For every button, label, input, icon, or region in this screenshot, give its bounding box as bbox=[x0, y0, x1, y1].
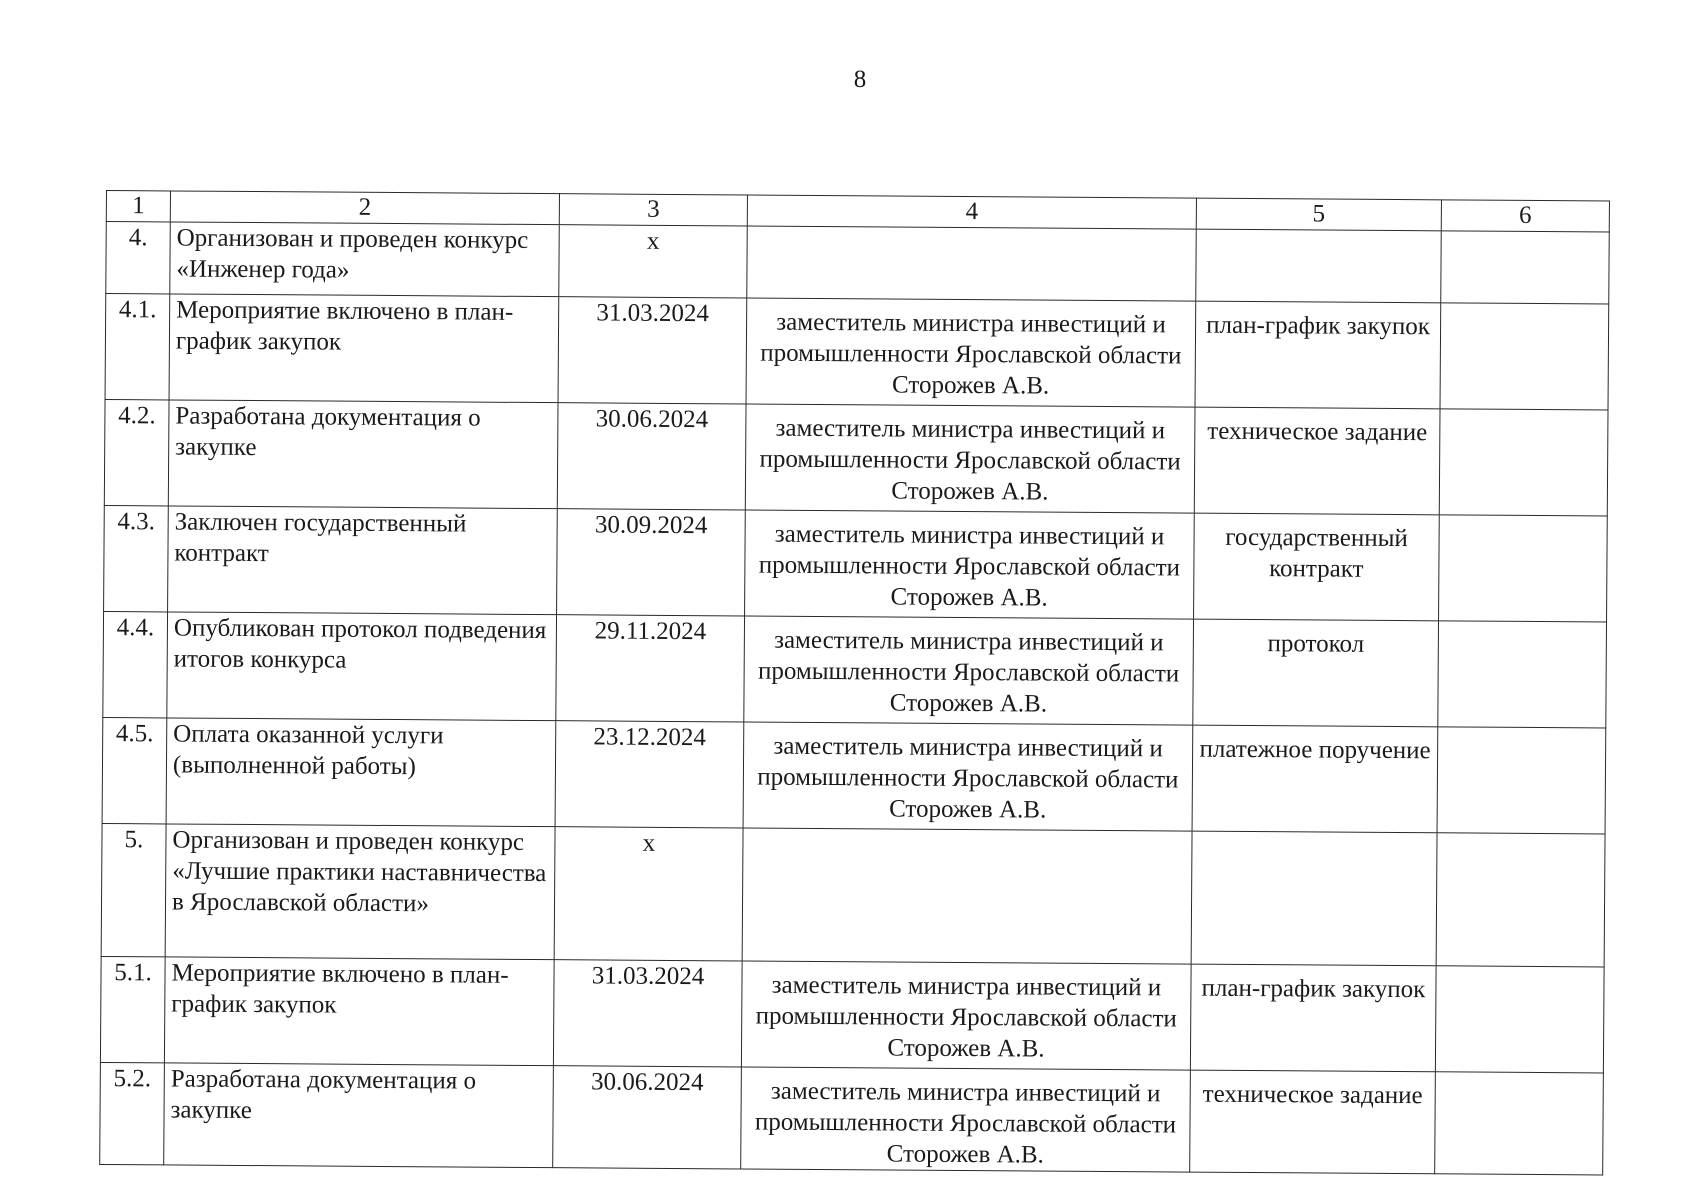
responsible-person: заместитель министра инвестиций и промышленности Ярославской области Сторожев А.В. bbox=[746, 298, 1196, 407]
table-row bbox=[106, 222, 1609, 304]
notes-cell bbox=[1441, 231, 1609, 304]
due-date: 30.09.2024 bbox=[557, 509, 746, 616]
row-number: 4.4. bbox=[103, 611, 168, 717]
table-row bbox=[100, 1062, 1604, 1174]
event-name: Оплата оказанной услуги (выполненной работы) bbox=[166, 718, 556, 827]
event-name: Разработана документация о закупке bbox=[168, 400, 558, 509]
row-number: 5.2. bbox=[100, 1062, 165, 1164]
responsible-person bbox=[747, 226, 1196, 301]
event-name: Мероприятие включено в план-график закупок bbox=[169, 294, 559, 403]
responsible-person: заместитель министра инвестиций и промышленности Ярославской области Сторожев А.В. bbox=[743, 722, 1193, 831]
table-row bbox=[104, 505, 1608, 621]
responsible-person: заместитель министра инвестиций и промышленности Ярославской области Сторожев А.В. bbox=[745, 510, 1195, 619]
column-header-5: 5 bbox=[1196, 198, 1441, 231]
column-header-1: 1 bbox=[106, 191, 170, 222]
event-name: Разработана документация о закупке bbox=[164, 1063, 554, 1168]
row-number: 4.2. bbox=[104, 399, 169, 505]
event-name: Заключен государственный контракт bbox=[168, 506, 558, 615]
due-date: х bbox=[554, 827, 743, 961]
column-header-4: 4 bbox=[747, 195, 1196, 229]
plan-table bbox=[99, 190, 1610, 1175]
responsible-person bbox=[742, 828, 1192, 964]
responsible-person: заместитель министра инвестиций и промышленности Ярославской области Сторожев А.В. bbox=[744, 616, 1194, 725]
table-row bbox=[105, 294, 1609, 410]
result-document: техническое задание bbox=[1190, 1070, 1436, 1174]
result-document: протокол bbox=[1193, 619, 1439, 727]
column-header-3: 3 bbox=[559, 194, 747, 226]
result-document: техническое задание bbox=[1194, 407, 1440, 515]
notes-cell bbox=[1436, 833, 1605, 967]
responsible-person: заместитель министра инвестиций и промышленности Ярославской области Сторожев А.В. bbox=[741, 961, 1191, 1070]
responsible-person: заместитель министра инвестиций и промышленности Ярославской области Сторожев А.В. bbox=[741, 1067, 1191, 1172]
result-document: план-график закупок bbox=[1190, 964, 1436, 1072]
column-header-6: 6 bbox=[1441, 200, 1609, 232]
notes-cell bbox=[1435, 966, 1604, 1073]
row-number: 4.1. bbox=[105, 294, 170, 400]
result-document: государственный контракт bbox=[1194, 513, 1440, 621]
result-document bbox=[1196, 229, 1441, 303]
notes-cell bbox=[1438, 621, 1607, 728]
row-number: 4.5. bbox=[102, 717, 167, 823]
responsible-person: заместитель министра инвестиций и промышленности Ярославской области Сторожев А.В. bbox=[745, 404, 1195, 513]
notes-cell bbox=[1435, 1072, 1604, 1175]
due-date: 30.06.2024 bbox=[557, 403, 746, 510]
result-document: платежное поручение bbox=[1192, 725, 1438, 833]
due-date: х bbox=[559, 225, 747, 298]
event-name: Мероприятие включено в план-график закупок bbox=[164, 957, 554, 1066]
due-date: 30.06.2024 bbox=[553, 1066, 742, 1169]
event-name: Организован и проведен конкурс «Инженер года» bbox=[170, 222, 559, 297]
row-number: 5.1. bbox=[100, 956, 165, 1062]
result-document: план-график закупок bbox=[1195, 301, 1441, 409]
result-document bbox=[1191, 831, 1437, 966]
table-row bbox=[101, 823, 1605, 966]
notes-cell bbox=[1439, 515, 1608, 622]
column-header-2: 2 bbox=[170, 191, 559, 225]
due-date: 31.03.2024 bbox=[558, 297, 747, 404]
due-date: 23.12.2024 bbox=[555, 721, 744, 828]
event-name: Организован и проведен конкурс «Лучшие практики наставничества в Ярославской области» bbox=[165, 824, 555, 960]
notes-cell bbox=[1439, 409, 1608, 516]
table-row bbox=[103, 611, 1607, 727]
table-row bbox=[100, 956, 1604, 1072]
plan-table-wrapper bbox=[99, 190, 1610, 1175]
table-row bbox=[104, 399, 1608, 515]
page-number: 8 bbox=[853, 66, 867, 93]
due-date: 29.11.2024 bbox=[556, 615, 745, 722]
table-body bbox=[100, 222, 1610, 1175]
event-name: Опубликован протокол подведения итогов конкурса bbox=[167, 612, 557, 721]
due-date: 31.03.2024 bbox=[553, 960, 742, 1067]
notes-cell bbox=[1437, 727, 1606, 834]
notes-cell bbox=[1440, 303, 1609, 410]
table-row bbox=[102, 717, 1606, 833]
row-number: 4.3. bbox=[104, 505, 169, 611]
row-number: 5. bbox=[101, 823, 166, 956]
row-number: 4. bbox=[106, 222, 171, 294]
